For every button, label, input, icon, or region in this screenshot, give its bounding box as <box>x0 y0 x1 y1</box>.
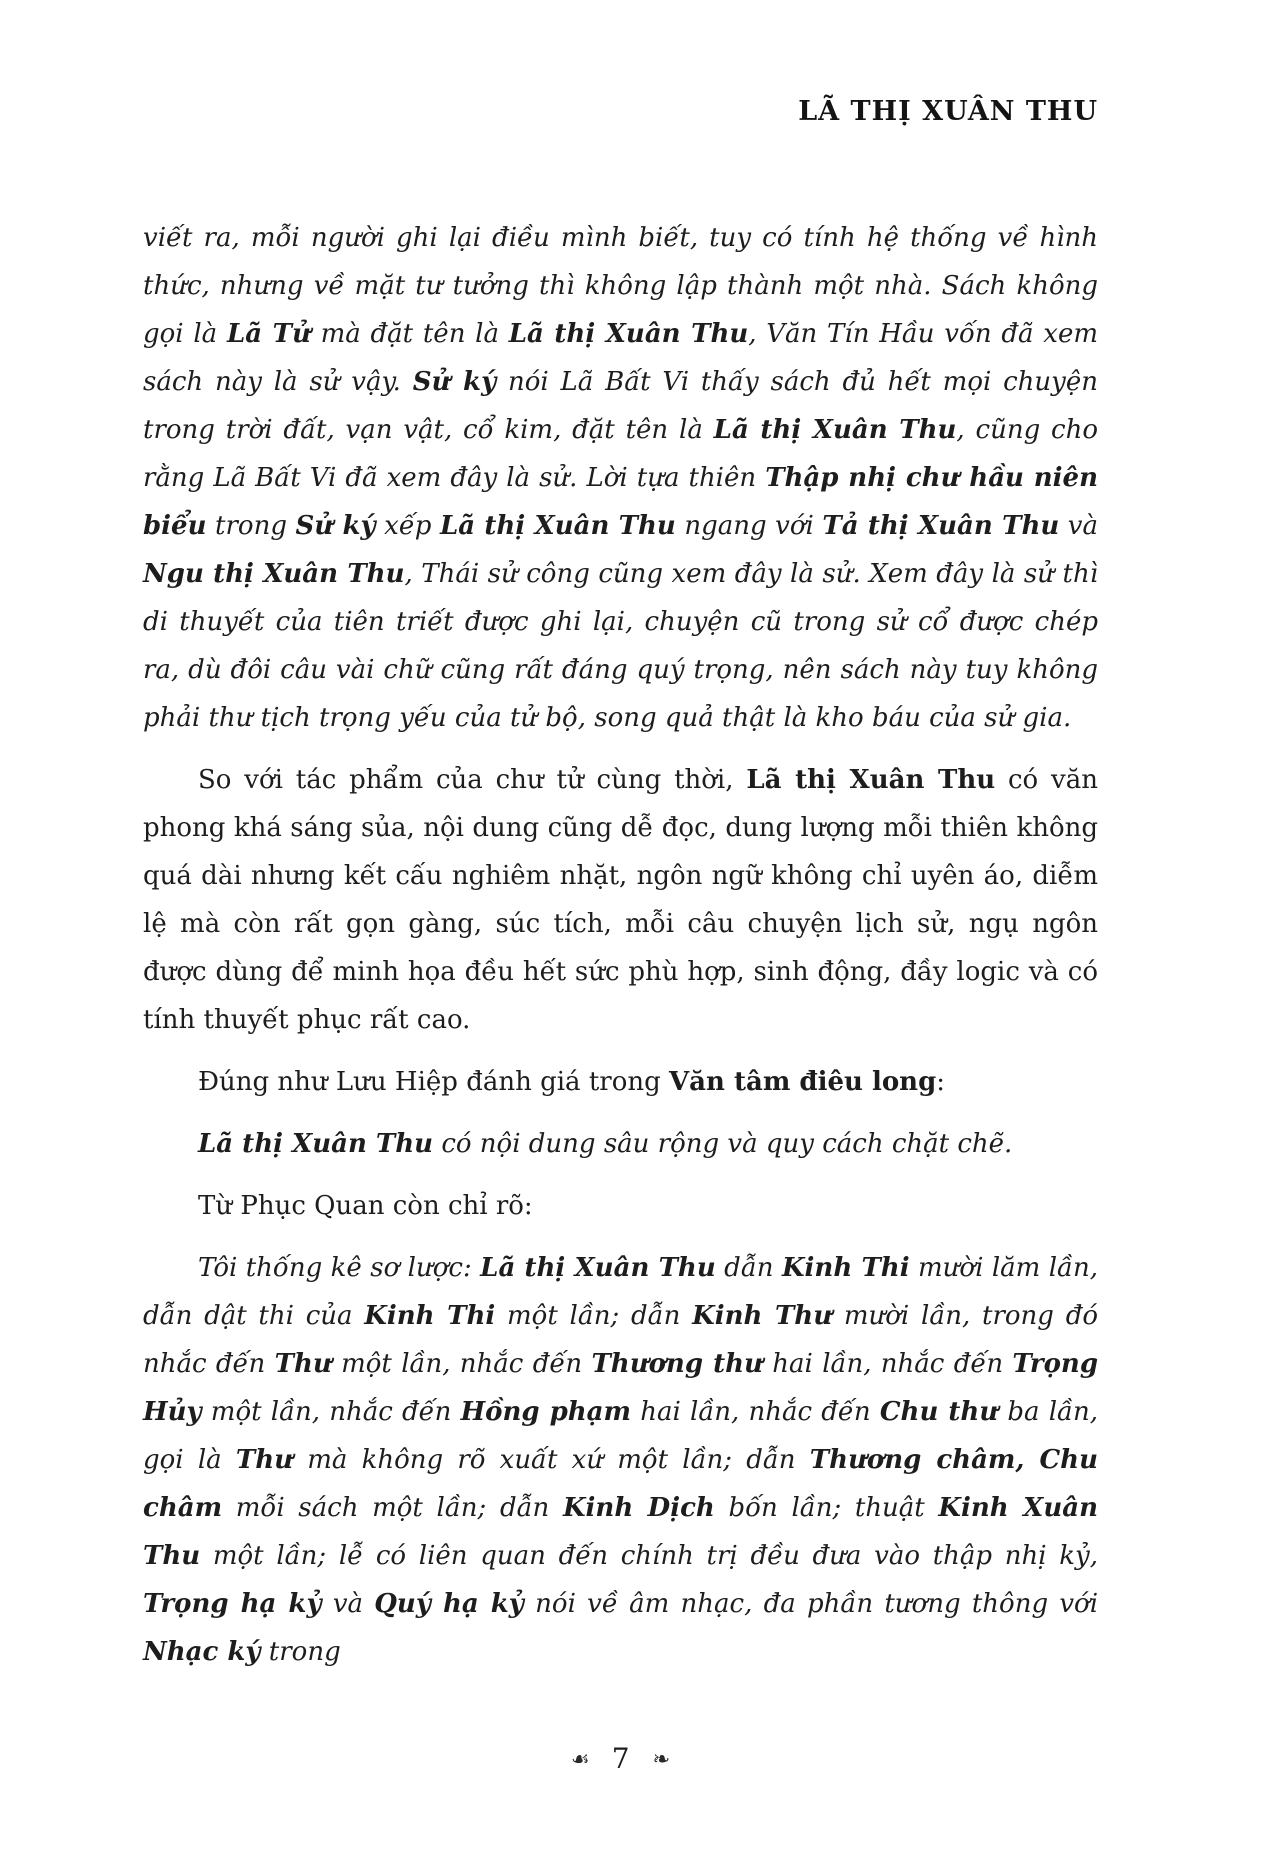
paragraph-tu-phuc-quan-intro: Từ Phục Quan còn chỉ rõ: <box>198 1191 533 1221</box>
paragraph-luu-hiep-quote: Lã thị Xuân Thu có nội dung sâu rộng và quy cách chặt chẽ. <box>198 1129 1013 1159</box>
paragraph-commentary: So với tác phẩm của chư tử cùng thời, Lã thị Xuân Thu có văn phong khá sáng sủa, nội dung cũng dễ đọc, dung lượng mỗi thiên không quá dài nhưng kết cấu nghiêm nhặt, ngôn ngữ không chỉ uyên áo, diễm lệ mà còn rất gọn gàng, súc tích, mỗi câu chuyện lịch sử, ngụ ngôn được dùng để minh họa đều hết sức phù hợp, sinh động, đầy logic và có tính thuyết phục rất cao. <box>143 765 1098 1035</box>
page-footer <box>143 1742 1098 1775</box>
paragraph-tu-phuc-quan-quote: Tôi thống kê sơ lược: Lã thị Xuân Thu dẫn Kinh Thi mười lăm lần, dẫn dật thi của Kinh Thi một lần; dẫn Kinh Thư mười lần, trong đó nhắc đến Thư một lần, nhắc đến Thương thư hai lần, nhắc đến Trọng Hủy một lần, nhắc đến Hồng phạm hai lần, nhắc đến Chu thư ba lần, gọi là Thư mà không rõ xuất xứ một lần; dẫn Thương châm, Chu châm mỗi sách một lần; dẫn Kinh Dịch bốn lần; thuật Kinh Xuân Thu một lần; lễ có liên quan đến chính trị đều đưa vào thập nhị kỷ, Trọng hạ kỷ và Quý hạ kỷ nói về âm nhạc, đa phần tương thông với Nhạc ký trong <box>143 1253 1099 1667</box>
page-number: 7 <box>611 1742 631 1775</box>
running-head-title: LÃ THỊ XUÂN THU <box>798 96 1098 127</box>
fleuron-right-icon: ❧ <box>652 1747 671 1771</box>
paragraph-luu-hiep-intro: Đúng như Lưu Hiệp đánh giá trong Văn tâm điêu long: <box>198 1067 946 1097</box>
fleuron-left-icon: ☙ <box>570 1747 590 1771</box>
page-body <box>143 214 1098 1676</box>
paragraph-continuation: viết ra, mỗi người ghi lại điều mình biết, tuy có tính hệ thống về hình thức, nhưng về mặt tư tưởng thì không lập thành một nhà. Sách không gọi là Lã Tử mà đặt tên là Lã thị Xuân Thu, Văn Tín Hầu vốn đã xem sách này là sử vậy. Sử ký nói Lã Bất Vi thấy sách đủ hết mọi chuyện trong trời đất, vạn vật, cổ kim, đặt tên là Lã thị Xuân Thu, cũng cho rằng Lã Bất Vi đã xem đây là sử. Lời tựa thiên Thập nhị chư hầu niên biểu trong Sử ký xếp Lã thị Xuân Thu ngang với Tả thị Xuân Thu và Ngu thị Xuân Thu, Thái sử công cũng xem đây là sử. Xem đây là sử thì di thuyết của tiên triết được ghi lại, chuyện cũ trong sử cổ được chép ra, dù đôi câu vài chữ cũng rất đáng quý trọng, nên sách này tuy không phải thư tịch trọng yếu của tử bộ, song quả thật là kho báu của sử gia. <box>143 223 1099 733</box>
